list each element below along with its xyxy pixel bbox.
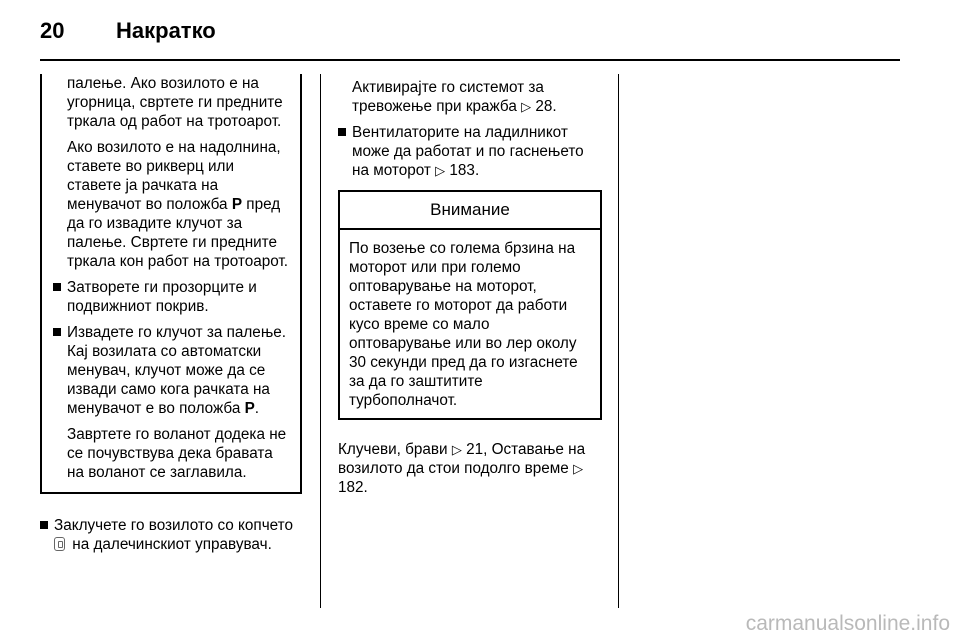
- alarm-text: Активирајте го системот за тревожење при кражба: [352, 79, 544, 115]
- left-column: [40, 74, 302, 561]
- bullet-square-icon: [53, 328, 61, 336]
- box-paragraph-1: палење. Ако возилото е на угорница, свртете ги предните тркала од работ на тротоарот.: [67, 75, 283, 130]
- gear-position-p: P: [231, 196, 243, 213]
- gear-position-p: P: [244, 400, 255, 417]
- arrow-ref-icon: ▷: [521, 99, 532, 114]
- bullet-square-icon: [53, 283, 61, 291]
- warning-title: Внимание: [340, 192, 600, 230]
- column-divider-left: [320, 74, 321, 608]
- box-paragraph-2: [67, 138, 288, 271]
- list-item-text-end: на далечинскиот управувач.: [72, 536, 272, 553]
- continued-box: [40, 74, 302, 494]
- list-item-close-windows: [53, 278, 288, 316]
- arrow-ref-icon: ▷: [451, 442, 462, 457]
- list-item-text: Затворете ги прозорците и подвижниот покрив.: [67, 279, 257, 315]
- list-item-remove-key: [53, 323, 288, 418]
- list-item-text: Вентилаторите на ладилникот може да работат и по гаснењето на моторот: [352, 124, 584, 179]
- cross-reference-paragraph: [338, 440, 602, 497]
- watermark: carmanualsonline.info: [745, 612, 950, 635]
- ref-text: Клучеви, брави: [338, 441, 448, 458]
- column-divider-right: [618, 74, 619, 608]
- header-rule: [40, 59, 900, 61]
- list-item-text: Заклучете го возилото со копчето: [54, 517, 293, 534]
- box-paragraph-steering: Завртете го воланот додека не се почувствува дека бравата на воланот се заглавила.: [67, 426, 287, 481]
- page-ref[interactable]: 182.: [338, 479, 368, 496]
- warning-text: По возење со голема брзина на моторот или при големо оптоварување на моторот, оставете го моторот да работи кусо време со мало оптоварување или во лер околу 30 секунди пред да го изгаснете за да го заштитите турбополначот.: [349, 240, 578, 409]
- arrow-ref-icon: ▷: [435, 163, 446, 178]
- key-lock-icon: [54, 537, 65, 551]
- list-item-text: Извадете го клучот за палење. Кај возилата со автоматски менувач, клучот може да се извади само кога рачката на менувачот е во положба: [67, 324, 287, 417]
- warning-box: [338, 190, 602, 420]
- page-ref[interactable]: 28.: [535, 98, 557, 115]
- page-ref[interactable]: 183.: [449, 162, 480, 179]
- bullet-square-icon: [338, 128, 346, 136]
- list-item-radiator-fans: [338, 123, 602, 180]
- page-header: [40, 14, 920, 50]
- page-ref[interactable]: 21, Оставање на возилото да стои подолго време: [338, 441, 586, 477]
- right-column: [338, 78, 602, 497]
- page-title: Накратко: [116, 18, 216, 43]
- box-paragraph-2-text: Ако возилото е на надолнина, ставете во рикверц или ставете ја рачката на менувачот во положба: [67, 139, 281, 213]
- arrow-ref-icon: ▷: [573, 461, 584, 476]
- list-item-lock-vehicle: [40, 516, 302, 554]
- bullet-square-icon: [40, 521, 48, 529]
- box-paragraph-2-end: пред да го извадите клучот за палење. Свртете ги предните тркала кон работ на тротоарот.: [67, 196, 288, 270]
- page-number: 20: [40, 18, 65, 43]
- list-item-end: .: [254, 400, 260, 417]
- alarm-paragraph: [338, 78, 602, 116]
